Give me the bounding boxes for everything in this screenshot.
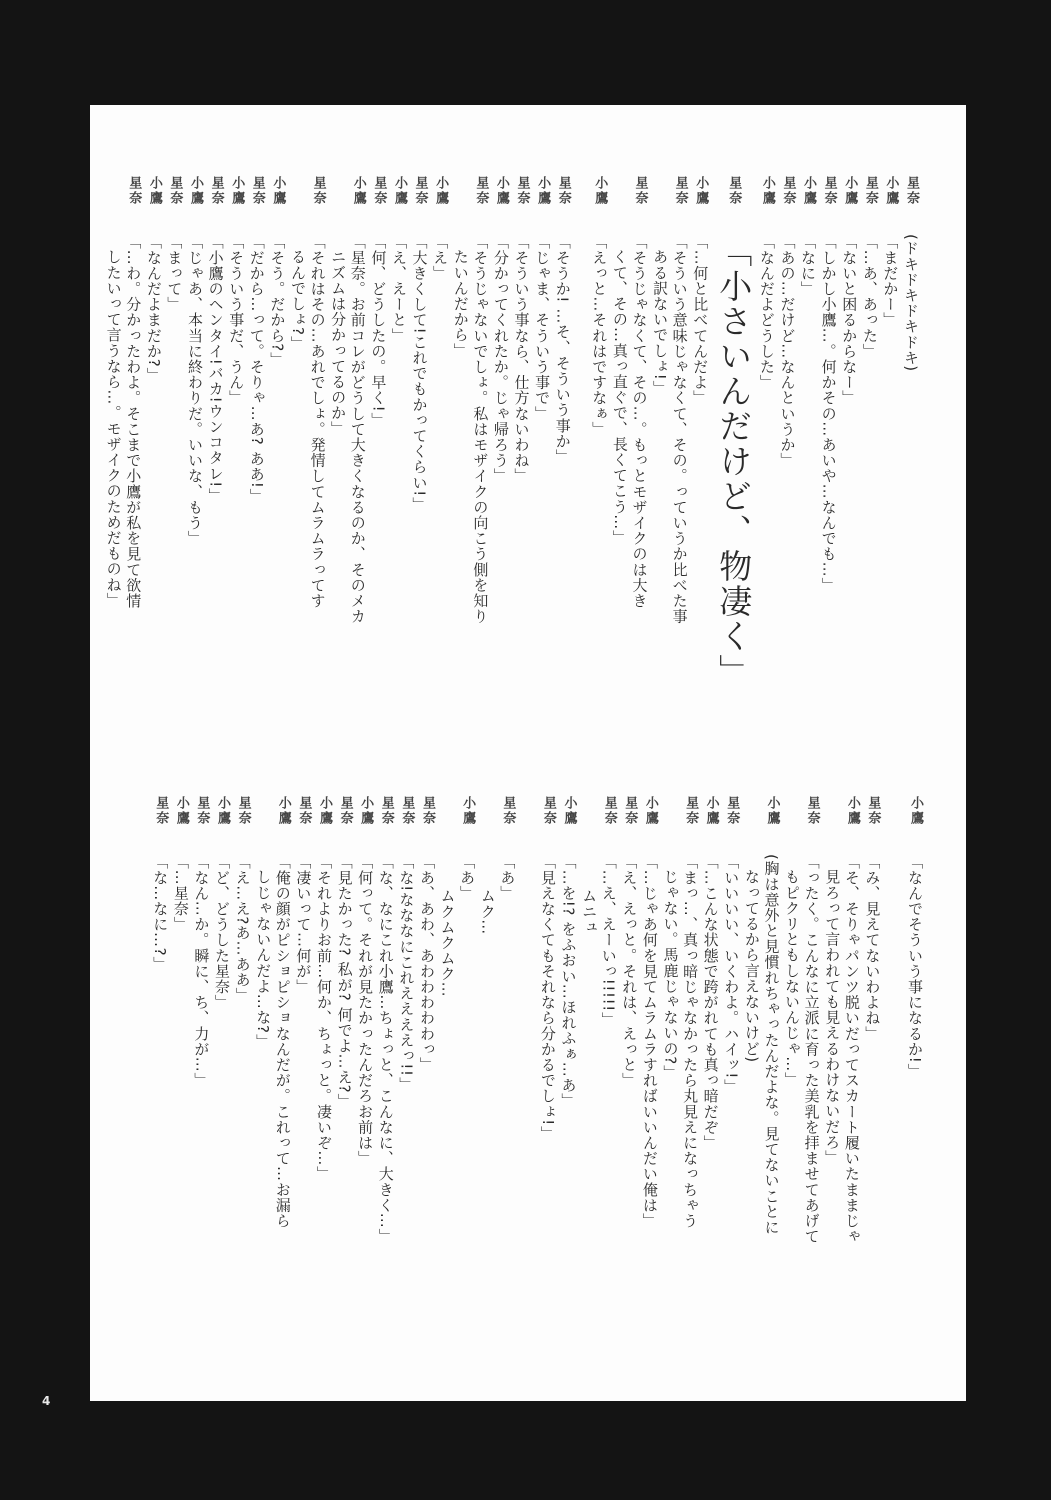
dialogue-line <box>532 176 553 624</box>
speaker-name: 星奈 <box>371 176 387 206</box>
dialogue-text: 「そういう事だ、うん」 <box>227 234 246 406</box>
dialogue-line <box>470 176 491 624</box>
dialogue-text: 「あ」 <box>458 854 477 901</box>
dialogue-line <box>328 176 348 624</box>
dialogue-text: 「なんだよまだか?」 <box>144 234 163 383</box>
dialogue-text: るんでしょ?」 <box>288 249 307 352</box>
speaker-name: 星奈 <box>419 796 435 826</box>
dialogue-line <box>211 796 232 1244</box>
dialogue-text: 「えっと…それはですなぁ」 <box>590 234 609 437</box>
dialogue-text: もピクリともしないんじゃ…」 <box>783 869 802 1088</box>
dialogue-group <box>589 176 921 689</box>
dialogue-text: 「じゃあ、本当に終わりだ。いいな、もう」 <box>186 234 204 546</box>
speaker-name: 星奈 <box>804 796 820 826</box>
speaker-name: 星奈 <box>399 796 415 826</box>
speaker-name: 小鷹 <box>316 796 332 826</box>
speaker-name: 星奈 <box>683 796 699 826</box>
page-number: 4 <box>42 1394 51 1408</box>
dialogue-text: 「それはその…あれでしょ。発情してムラムラってす <box>308 234 327 609</box>
speaker-name: 星奈 <box>153 796 169 826</box>
dialogue-line <box>700 796 721 1244</box>
dialogue-line <box>375 796 396 1244</box>
dialogue-text: ある訳ないでしょ!」 <box>651 249 670 397</box>
dialogue-block-bottom <box>150 796 925 1244</box>
dialogue-line <box>150 796 171 1244</box>
dialogue-line <box>490 176 511 624</box>
speaker-name: 星奈 <box>904 176 919 206</box>
dialogue-text: 「そうじゃなくて、その…。もっとモザイクのは大き <box>630 234 649 609</box>
dialogue-line <box>841 796 862 1244</box>
dialogue-text: 「まだかー」 <box>881 234 900 328</box>
speaker-name: 星奈 <box>540 796 556 826</box>
dialogue-line <box>660 796 680 1244</box>
dialogue-text: 「え…え?あ…ああ」 <box>233 854 252 1003</box>
dialogue-line <box>355 796 376 1244</box>
dialogue-text: 「え、えーと」 <box>389 234 408 344</box>
speaker-name: 小鷹 <box>270 176 286 206</box>
dialogue-text: 「そういう意味じゃなくて、その。っていうか比べた事 <box>670 234 689 624</box>
speaker-name: 星奈 <box>500 796 516 826</box>
dialogue-line <box>430 176 451 624</box>
dialogue-line <box>103 176 123 624</box>
dialogue-group <box>904 796 925 1079</box>
dialogue-text: 「…何と比べてんだよ」 <box>691 234 710 406</box>
speaker-name: 星奈 <box>632 176 648 206</box>
dialogue-text: くて、その…真っ直ぐで、長くてこう…」 <box>610 249 629 546</box>
dialogue-text: 「しかし小鷹…。何かその…あいや…なんでも…」 <box>819 234 838 593</box>
dialogue-text: 「…わ。分かったわよ。そこまで小鷹が私を見て欲情 <box>124 234 143 609</box>
dialogue-line <box>629 176 650 689</box>
dialogue-line <box>450 176 470 624</box>
dialogue-block-top <box>103 176 921 689</box>
speaker-name: 星奈 <box>249 176 265 206</box>
speaker-name: 小鷹 <box>759 176 775 206</box>
dialogue-line <box>801 796 822 1244</box>
dialogue-line <box>669 176 690 689</box>
speaker-name: 星奈 <box>310 176 326 206</box>
speaker-name: 小鷹 <box>908 796 923 826</box>
speaker-name: 小鷹 <box>703 796 719 826</box>
speaker-name: 小鷹 <box>801 176 817 206</box>
dialogue-line <box>272 796 293 1244</box>
dialogue-line <box>287 176 307 624</box>
dialogue-text: 「み、見えてないわよね」 <box>863 854 882 1042</box>
dialogue-line <box>191 796 212 1244</box>
dialogue-line <box>409 176 430 624</box>
dialogue-line <box>822 796 842 1244</box>
speaker-name: 星奈 <box>724 796 740 826</box>
speaker-name: 星奈 <box>672 176 688 206</box>
dialogue-line <box>558 796 579 1244</box>
dialogue-text: 「え」 <box>431 234 450 281</box>
dialogue-text: 「まって」 <box>165 234 184 312</box>
dialogue-line <box>477 796 497 1244</box>
dialogue-text: 「大きくして!これでもかってくらい!」 <box>410 234 429 513</box>
speaker-name: 星奈 <box>780 176 796 206</box>
speaker-name: 星奈 <box>296 796 312 826</box>
dialogue-line <box>232 796 253 1244</box>
dialogue-text: 「見えなくてもそれなら分かるでしょ!」 <box>538 854 557 1142</box>
dialogue-text: 「星奈。お前コレがどうして大きくなるのか、そのメカ <box>348 234 367 624</box>
dialogue-text: したいって言うなら…。モザイクのためだものね」 <box>104 249 123 608</box>
dialogue-line <box>721 796 742 1244</box>
dialogue-line <box>797 176 818 689</box>
dialogue-text: 「ど、どうした星奈」 <box>213 854 231 1010</box>
dialogue-text: 「…こんな状態で跨がれても真っ暗だぞ」 <box>701 854 720 1151</box>
dialogue-line <box>267 176 288 624</box>
dialogue-group <box>537 796 904 1244</box>
dialogue-line <box>143 176 164 624</box>
dialogue-line <box>900 176 921 689</box>
dialogue-text: 「小鷹のヘンタイ!バカ!ウンコタレ!」 <box>206 234 225 504</box>
dialogue-text: 「そう。だから?」 <box>268 234 287 368</box>
dialogue-group <box>103 176 589 624</box>
speaker-name: 小鷹 <box>215 796 230 826</box>
dialogue-text: 「なんでそういう事になるか!」 <box>906 854 924 1080</box>
dialogue-line <box>679 796 700 1244</box>
speaker-name: 星奈 <box>194 796 210 826</box>
dialogue-text: 「そうじゃないでしょ。私はモザイクの向こう側を知り <box>471 234 490 624</box>
speaker-name: 小鷹 <box>358 796 374 826</box>
speaker-name: 星奈 <box>821 176 837 206</box>
dialogue-text: 「凄いって…何が」 <box>294 854 313 995</box>
speaker-name: 小鷹 <box>350 176 366 206</box>
dialogue-line <box>416 796 437 1244</box>
dialogue-line <box>710 176 756 689</box>
dialogue-text: 「ないと困るからなー」 <box>840 234 859 406</box>
speaker-name: 星奈 <box>167 176 183 206</box>
dialogue-text: ニズムは分かってるのか」 <box>329 249 348 437</box>
speaker-name: 小鷹 <box>229 176 245 206</box>
dialogue-text: たいんだから」 <box>451 249 470 359</box>
dialogue-text: 「小さいんだけど、物凄く」 <box>714 234 754 689</box>
dialogue-text: しじゃないんだよ…な?」 <box>254 869 273 1050</box>
dialogue-text: ムニュ <box>580 888 599 935</box>
dialogue-text: 「何って。それが見たかったんだろお前は」 <box>356 854 375 1166</box>
dialogue-text: 「な!なななにこれええええっ!!」 <box>397 854 416 1093</box>
speaker-name: 星奈 <box>208 176 224 206</box>
dialogue-line <box>307 176 328 624</box>
speaker-name: 星奈 <box>235 796 251 826</box>
speaker-name: 小鷹 <box>535 176 551 206</box>
speaker-name: 小鷹 <box>844 796 860 826</box>
dialogue-text: じゃない。馬鹿じゃないの?」 <box>661 869 680 1081</box>
dialogue-text: 「まっ…、真っ暗じゃなかったら丸見えになっちゃう <box>681 854 700 1229</box>
speaker-name: 小鷹 <box>764 796 780 826</box>
dialogue-line <box>170 796 191 1244</box>
dialogue-line <box>226 176 247 624</box>
dialogue-line <box>761 796 782 1244</box>
dialogue-text: 「…じゃあ何を見てムラムラすればいいんだい俺は」 <box>640 854 659 1229</box>
speaker-name: 小鷹 <box>693 176 709 206</box>
speaker-name: 小鷹 <box>275 796 291 826</box>
speaker-name: 星奈 <box>862 176 878 206</box>
dialogue-line <box>777 176 798 689</box>
dialogue-line <box>609 176 629 689</box>
dialogue-line <box>246 176 267 624</box>
dialogue-line <box>690 176 711 689</box>
dialogue-line <box>639 796 660 1244</box>
dialogue-text: 「いいいい、いくわよ。ハイッ!」 <box>722 854 741 1095</box>
speaker-name: 星奈 <box>622 796 638 826</box>
dialogue-line <box>123 176 144 624</box>
speaker-name: 星奈 <box>514 176 530 206</box>
dialogue-text: 「俺の顔がピショピショなんだが。これって…お漏ら <box>273 854 292 1229</box>
dialogue-text: 「じゃま、そういう事で」 <box>533 234 552 422</box>
dialogue-line <box>756 176 777 689</box>
dialogue-text: 「な…なに…?」 <box>151 854 170 972</box>
dialogue-text: 見ろって言われても見えるわけないだろ」 <box>823 869 842 1166</box>
dialogue-line <box>184 176 205 624</box>
dialogue-line <box>537 796 558 1244</box>
dialogue-line <box>511 176 532 624</box>
speaker-name: 星奈 <box>555 176 571 206</box>
dialogue-line <box>862 796 883 1244</box>
speaker-name: 小鷹 <box>460 796 476 826</box>
dialogue-line <box>781 796 801 1244</box>
dialogue-line <box>589 176 610 689</box>
dialogue-text: 「何、どうしたの。早く!」 <box>369 234 388 428</box>
dialogue-text: 「ったく。こんなに立派に育った美乳を拝ませてあげて <box>802 854 821 1244</box>
dialogue-line <box>388 176 409 624</box>
dialogue-text: 「見たかった? 私が? 何でよ…え?」 <box>335 854 354 1109</box>
dialogue-text: 「それよりお前…何か、ちょっと。凄いぞ…」 <box>314 854 333 1182</box>
dialogue-text: 「なんだよどうした」 <box>757 234 776 390</box>
dialogue-text: (胸は意外と見慣れちゃったんだよな。見てないことに <box>762 854 781 1235</box>
dialogue-line <box>579 796 599 1244</box>
speaker-name: 小鷹 <box>561 796 577 826</box>
dialogue-text: 「なに」 <box>799 234 818 297</box>
dialogue-group <box>150 796 538 1244</box>
dialogue-line <box>598 796 619 1244</box>
dialogue-line <box>313 796 334 1244</box>
dialogue-text: 「…え、えーいっ!!!!!」 <box>599 854 618 1028</box>
dialogue-text: 「な、なにこれ小鷹…ちょっと、こんなに、大きく…」 <box>376 854 395 1244</box>
speaker-name: 星奈 <box>601 796 617 826</box>
speaker-name: 小鷹 <box>173 796 189 826</box>
speaker-name: 星奈 <box>126 176 142 206</box>
dialogue-text: 「そういう事なら、仕方ないわね」 <box>512 234 531 484</box>
dialogue-line <box>368 176 389 624</box>
dialogue-text: 「え、えっと。それは、えっと」 <box>620 854 639 1088</box>
dialogue-line <box>164 176 185 624</box>
dialogue-text: 「分かってくれたか。じゃ帰ろう」 <box>491 234 510 484</box>
dialogue-line <box>253 796 273 1244</box>
speaker-name: 小鷹 <box>842 176 858 206</box>
speaker-name: 星奈 <box>412 176 428 206</box>
dialogue-text: なってるから言えないけど) <box>742 869 761 1063</box>
dialogue-line <box>818 176 839 689</box>
speaker-name: 小鷹 <box>592 176 608 206</box>
dialogue-line <box>552 176 573 624</box>
speaker-name: 小鷹 <box>146 176 162 206</box>
dialogue-text: (ドキドキドキドキ) <box>902 234 920 372</box>
dialogue-text: 「なん…か。瞬に、ち、力が…」 <box>192 854 211 1088</box>
dialogue-text: 「あ、あわ、あわわわわわっ」 <box>417 854 436 1073</box>
dialogue-text: ムク… <box>478 888 497 935</box>
speaker-name: 小鷹 <box>433 176 449 206</box>
dialogue-text: 「…あ、あった」 <box>860 234 879 359</box>
dialogue-text: 「あの…だけど…なんというか」 <box>778 234 797 468</box>
dialogue-text: 「…を!? をふおい…ほれふぁ…あ」 <box>559 854 578 1109</box>
dialogue-line <box>859 176 880 689</box>
dialogue-line <box>839 176 860 689</box>
speaker-name: 星奈 <box>726 176 742 206</box>
dialogue-line <box>497 796 518 1244</box>
dialogue-line <box>880 176 901 689</box>
speaker-name: 星奈 <box>865 796 881 826</box>
dialogue-line <box>205 176 226 624</box>
dialogue-line <box>347 176 368 624</box>
speaker-name: 小鷹 <box>493 176 509 206</box>
dialogue-line <box>334 796 355 1244</box>
speaker-name: 小鷹 <box>188 176 203 206</box>
dialogue-line <box>904 796 925 1079</box>
speaker-name: 星奈 <box>378 796 394 826</box>
dialogue-line <box>741 796 761 1244</box>
dialogue-line <box>457 796 478 1244</box>
speaker-name: 星奈 <box>473 176 489 206</box>
dialogue-line <box>293 796 314 1244</box>
dialogue-text: 「あ」 <box>498 854 517 901</box>
dialogue-text: 「…星奈」 <box>171 854 190 932</box>
dialogue-line <box>396 796 417 1244</box>
dialogue-line <box>437 796 457 1244</box>
speaker-name: 星奈 <box>337 796 353 826</box>
dialogue-text: 「そ、そりゃパンツ脱いだってスカート履いたままじゃ <box>842 854 861 1244</box>
speaker-name: 小鷹 <box>642 796 658 826</box>
dialogue-line <box>649 176 669 689</box>
speaker-name: 小鷹 <box>883 176 899 206</box>
dialogue-text: 「だから…って。そりゃ…あ? ああ!」 <box>247 234 266 505</box>
speaker-name: 小鷹 <box>391 176 407 206</box>
dialogue-text: 「そうか! …そ、そういう事か」 <box>553 234 572 465</box>
dialogue-text: ムクムクムク… <box>438 888 457 998</box>
dialogue-line <box>619 796 640 1244</box>
